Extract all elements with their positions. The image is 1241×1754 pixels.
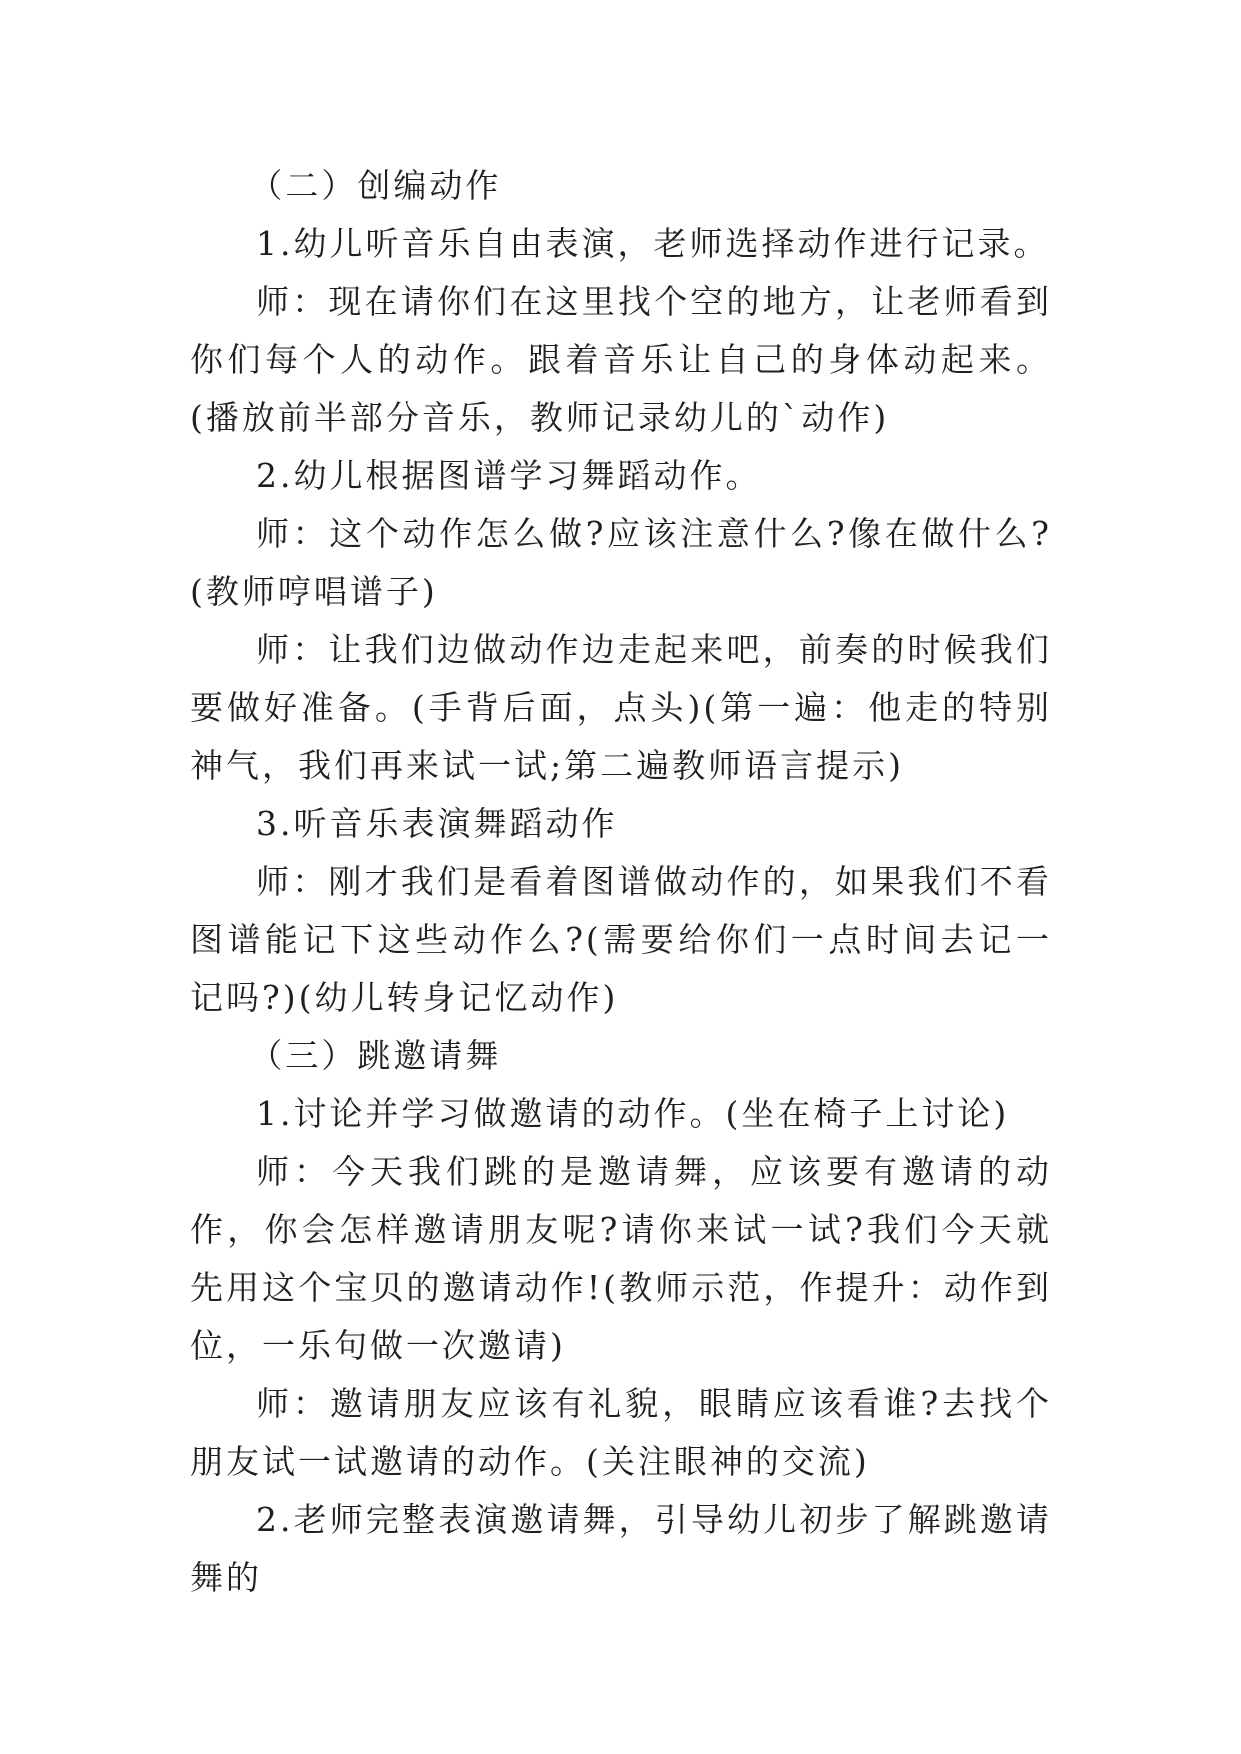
teacher-dialogue: 师：邀请朋友应该有礼貌，眼睛应该看谁?去找个朋友试一试邀请的动作。(关注眼神的交流) (190, 1384, 1052, 1481)
teacher-dialogue: 师：这个动作怎么做?应该注意什么?像在做什么?(教师哼唱谱子) (190, 514, 1052, 611)
teacher-dialogue: 师：今天我们跳的是邀请舞，应该要有邀请的动作，你会怎样邀请朋友呢?请你来试一试?我们今天就先用这个宝贝的邀请动作!(教师示范，作提升：动作到位，一乐句做一次邀请) (190, 1152, 1052, 1365)
teacher-dialogue: 师：刚才我们是看着图谱做动作的，如果我们不看图谱能记下这些动作么?(需要给你们一点时间去记一记吗?)(幼儿转身记忆动作) (190, 862, 1052, 1017)
section-heading: （二）创编动作 (249, 166, 502, 205)
step-item: 3.听音乐表演舞蹈动作 (256, 804, 618, 843)
step-item: 1.幼儿听音乐自由表演，老师选择动作进行记录。 (256, 224, 1050, 263)
step-item: 2.老师完整表演邀请舞，引导幼儿初步了解跳邀请舞的 (190, 1500, 1052, 1597)
section-heading: （三）跳邀请舞 (249, 1036, 502, 1075)
step-item: 2.幼儿根据图谱学习舞蹈动作。 (256, 456, 762, 495)
teacher-dialogue: 师：现在请你们在这里找个空的地方，让老师看到你们每个人的动作。跟着音乐让自己的身体动起来。(播放前半部分音乐，教师记录幼儿的`动作) (190, 282, 1052, 437)
document-body (190, 157, 1052, 1607)
step-item: 1.讨论并学习做邀请的动作。(坐在椅子上讨论) (256, 1094, 1010, 1133)
teacher-dialogue: 师：让我们边做动作边走起来吧，前奏的时候我们要做好准备。(手背后面，点头)(第一遍：他走的特别神气，我们再来试一试;第二遍教师语言提示) (190, 630, 1052, 785)
